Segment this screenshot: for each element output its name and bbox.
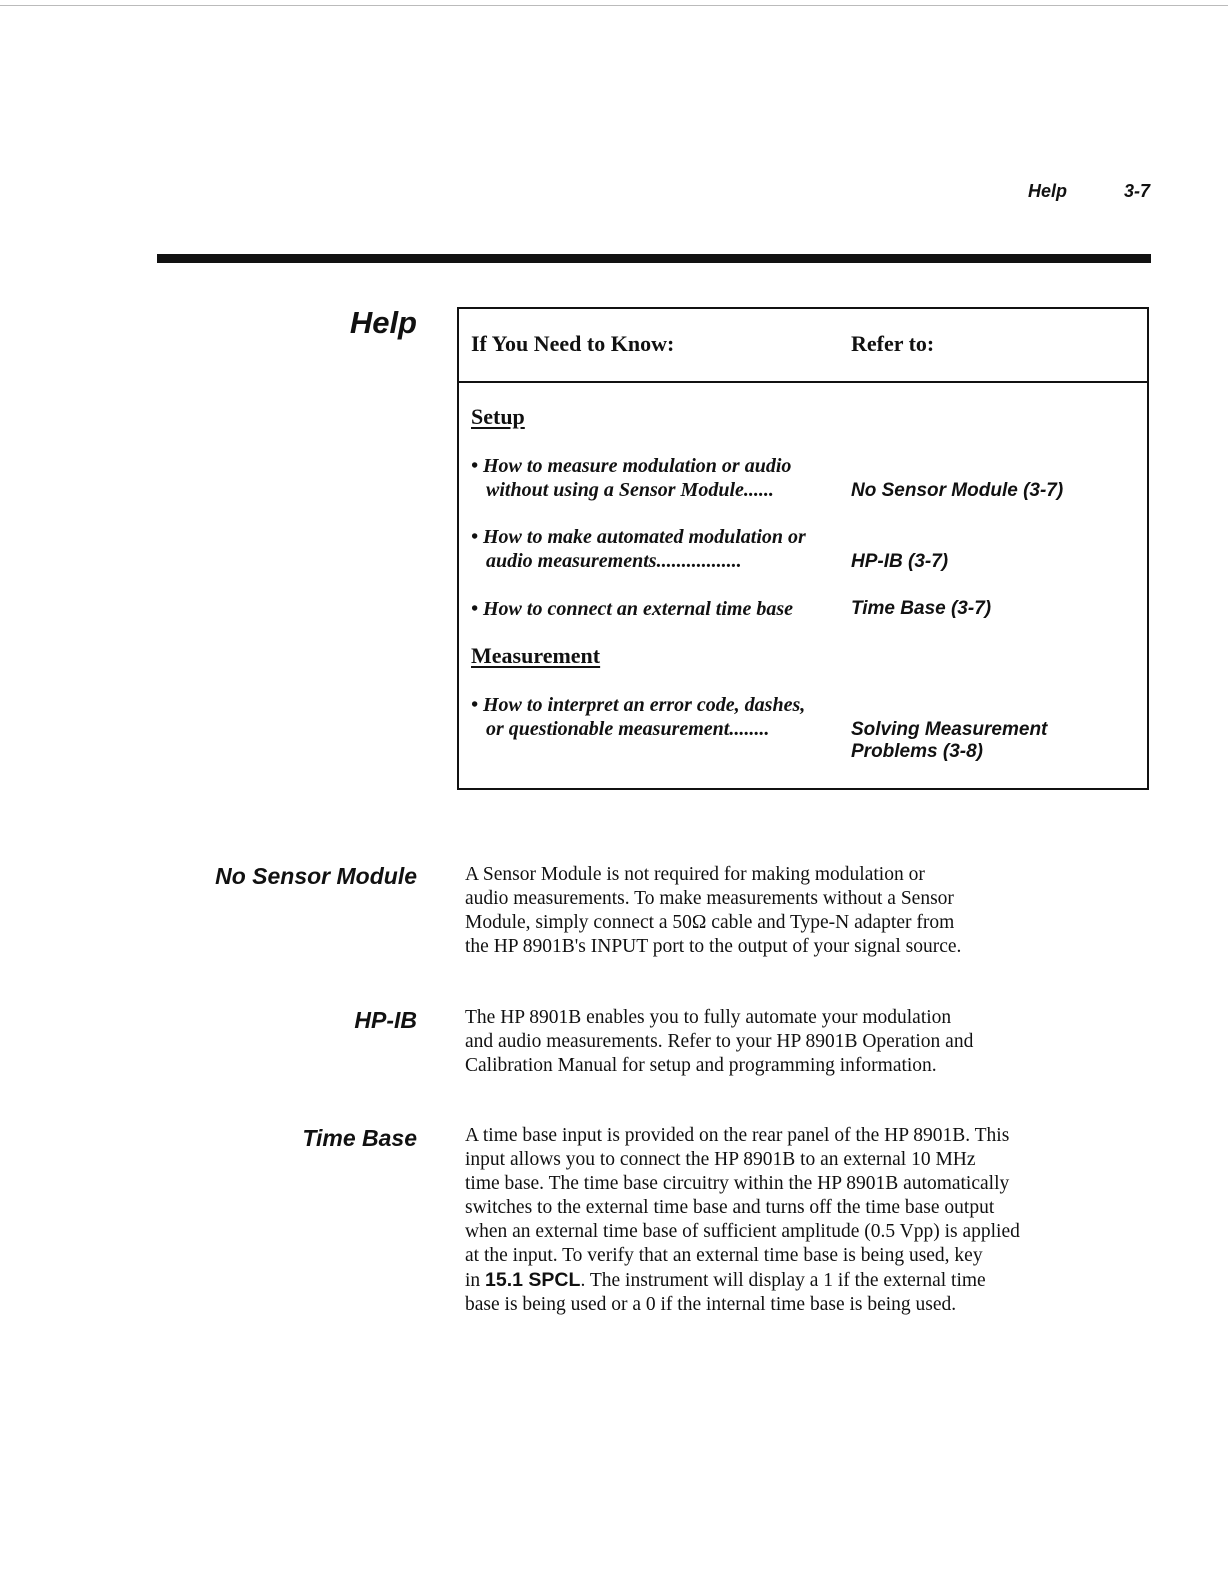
- entry-reference-line-2: Problems (3-8): [851, 741, 983, 762]
- column-heading-refer-to: Refer to:: [851, 331, 935, 356]
- entry-reference: Time Base (3-7): [851, 598, 992, 619]
- text-fragment: in: [465, 1270, 486, 1291]
- text-line: time base. The time base circuitry within the HP 8901B automatically: [465, 1173, 1010, 1194]
- text-line: and audio measurements. Refer to your HP 8901B Operation and: [465, 1031, 974, 1052]
- text-line-with-key: [465, 1268, 1105, 1293]
- entry-reference-line-1: Solving Measurement: [851, 719, 1048, 740]
- section-title-measurement: Measurement: [471, 643, 601, 668]
- text-line: A time base input is provided on the rear panel of the HP 8901B. This: [465, 1125, 1010, 1146]
- text-line: input allows you to connect the HP 8901B to an external 10 MHz: [465, 1149, 976, 1170]
- entry-question: • How to connect an external time base: [471, 598, 793, 620]
- text-line: The HP 8901B enables you to fully automate your modulation: [465, 1007, 952, 1028]
- text-line: audio measurements. To make measurements without a Sensor: [465, 888, 954, 909]
- text-line: at the input. To verify that an external time base is being used, key: [465, 1245, 983, 1266]
- table-entry-hpib: [471, 525, 1141, 585]
- column-heading-need-to-know: If You Need to Know:: [471, 331, 675, 356]
- entry-question: • How to measure modulation or audio without using a Sensor Module......: [471, 455, 792, 501]
- text-line: switches to the external time base and turns off the time base output: [465, 1197, 995, 1218]
- text-line: Calibration Manual for setup and programming information.: [465, 1055, 937, 1076]
- entry-reference: No Sensor Module (3-7): [851, 480, 1064, 501]
- paragraph-no-sensor-module: [465, 863, 1105, 959]
- running-head: [960, 181, 1150, 205]
- entry-question: • How to interpret an error code, dashes, or questionable measurement........: [471, 694, 806, 740]
- paragraph-hpib: [465, 1006, 1105, 1078]
- section-divider-bar: [157, 254, 1151, 263]
- entry-question: • How to make automated modulation or audio measurements.................: [471, 526, 806, 572]
- top-edge-rule: [0, 5, 1228, 6]
- text-line: when an external time base of sufficient amplitude (0.5 Vpp) is applied: [465, 1221, 1020, 1242]
- heading-hpib: HP-IB: [354, 1007, 417, 1033]
- text-line: the HP 8901B's INPUT port to the output of your signal source.: [465, 936, 962, 957]
- text-line: Module, simply connect a 50Ω cable and Type-N adapter from: [465, 912, 955, 933]
- reference-table: [457, 307, 1149, 790]
- page-number: 3-7: [1123, 181, 1150, 201]
- heading-no-sensor-module: No Sensor Module: [215, 863, 417, 889]
- table-entry-no-sensor: [471, 454, 1141, 514]
- help-heading: Help: [349, 305, 417, 340]
- paragraph-time-base: [465, 1124, 1105, 1317]
- text-fragment: . The instrument will display a 1 if the external time: [580, 1270, 986, 1291]
- running-head-title: Help: [1028, 181, 1068, 201]
- table-entry-solving-problems: [471, 693, 1141, 762]
- key-sequence: 15.1 SPCL: [485, 1269, 581, 1291]
- entry-reference: HP-IB (3-7): [851, 551, 949, 572]
- reference-table-header: [459, 309, 1147, 383]
- text-line: base is being used or a 0 if the internal time base is being used.: [465, 1294, 957, 1315]
- heading-time-base: Time Base: [302, 1125, 417, 1151]
- text-line: A Sensor Module is not required for making modulation or: [465, 864, 925, 885]
- section-title-setup: Setup: [471, 404, 525, 429]
